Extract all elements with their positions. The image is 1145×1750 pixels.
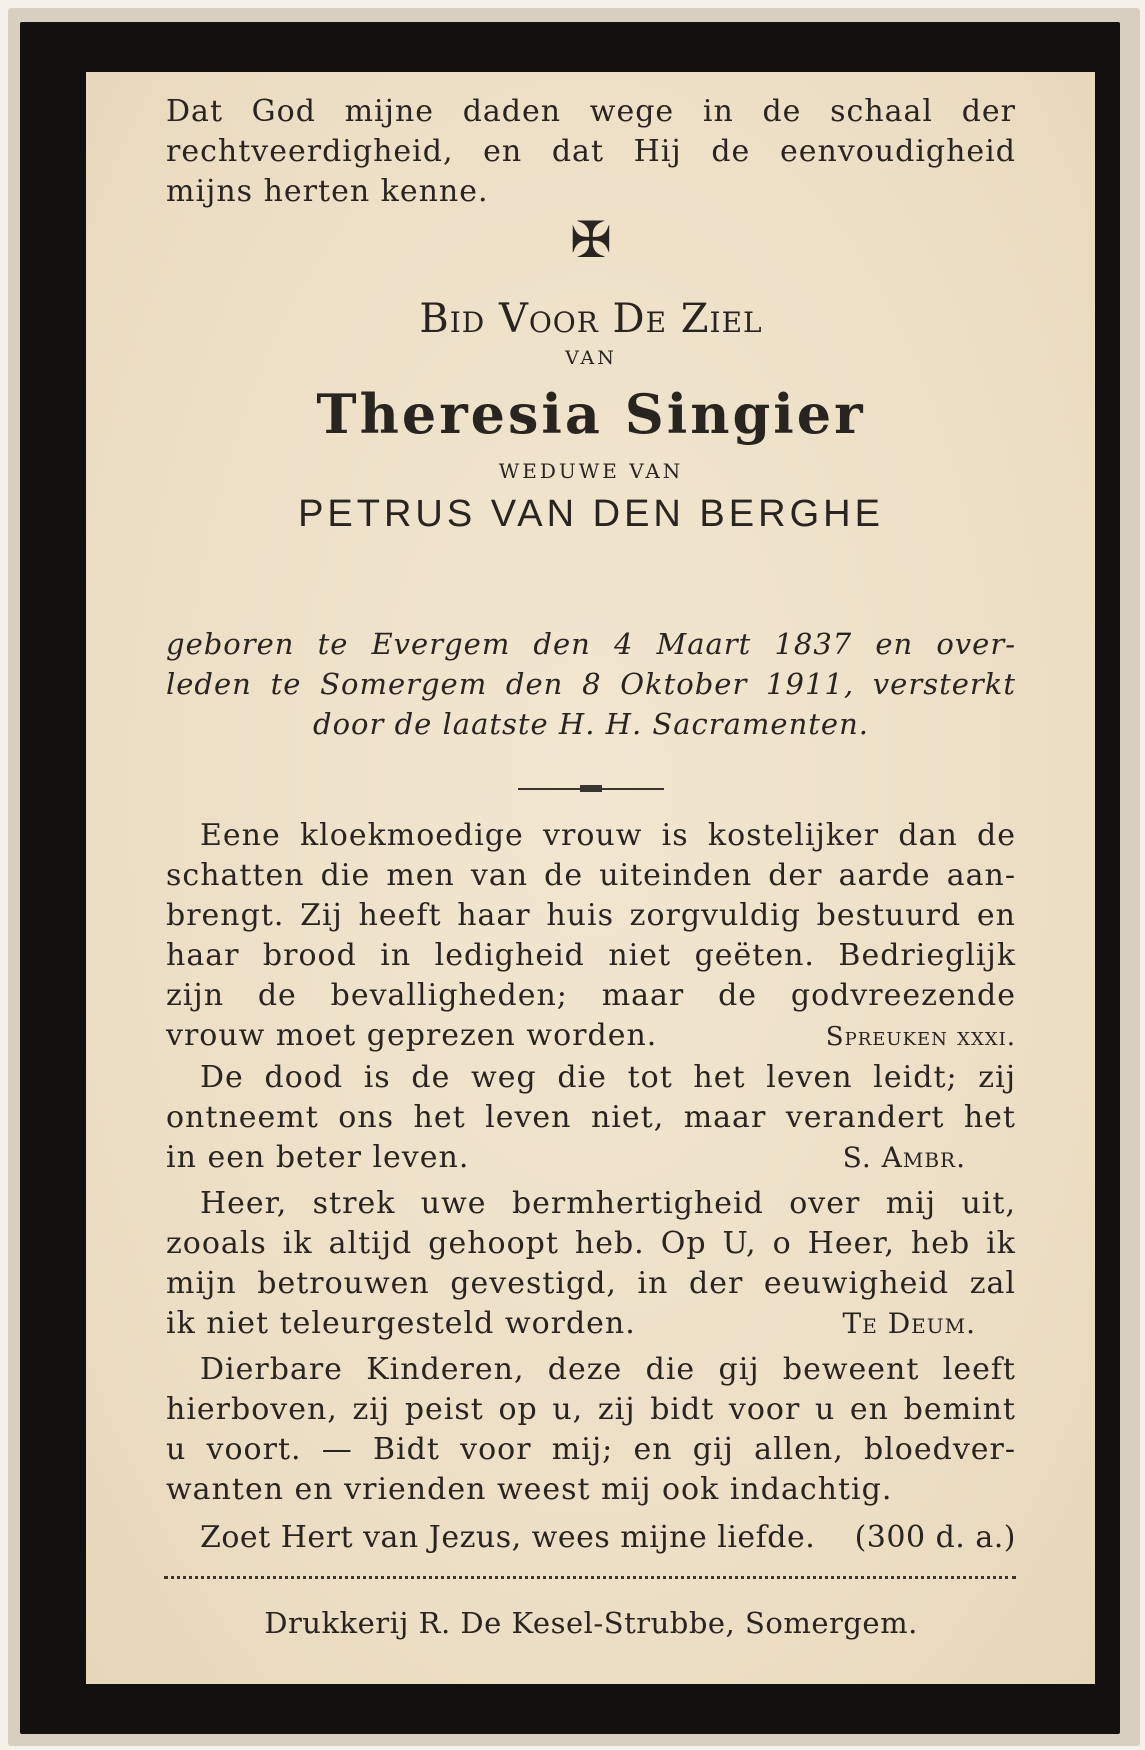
cross-icon: ✠ [570, 211, 612, 269]
memorial-card [86, 72, 1095, 1684]
quote-source: Spreuken xxxi. [825, 1022, 1016, 1052]
farewell-line: hierboven, zij peist op u, zij bidt voor u en bemint [166, 1392, 1016, 1427]
farewell-message [166, 1350, 1016, 1510]
quote-ambrose [166, 1058, 1016, 1178]
prayer-text: Zoet Hert van Jezus, wees mijne liefde. [200, 1520, 816, 1555]
prayer-line [166, 1518, 1016, 1558]
bio-line: geboren te Evergem den 4 Maart 1837 en over- [166, 627, 1016, 661]
biography [166, 624, 1016, 744]
farewell-line: wanten en vrienden weest mij ook indachtig. [166, 1472, 893, 1507]
quote-line: zooals ik altijd gehoopt heb. Op U, o Heer, heb ik [166, 1226, 1016, 1261]
quote-text: ik niet teleurgesteld worden. [166, 1306, 636, 1341]
prayer-heading: Bid Voor De Ziel [419, 296, 763, 342]
quote-proverbs [166, 816, 1016, 1057]
quote-line: De dood is de weg die tot het leven leidt; zij [200, 1060, 1016, 1095]
quote-source: S. Ambr. [842, 1141, 966, 1174]
quote-line: haar brood in ledigheid niet geëten. Bedrieglijk [166, 938, 1016, 973]
quote-line: mijn betrouwen gevestigd, in der eeuwigheid zal [166, 1266, 1016, 1301]
quote-text: in een beter leven. [166, 1140, 470, 1175]
header [166, 296, 1016, 538]
widow-of-label: WEDUWE VAN [498, 459, 684, 483]
farewell-line: Dierbare Kinderen, deze die gij beweent leeft [200, 1352, 1016, 1387]
quote-last-line [166, 1304, 1016, 1344]
quote-source: Te Deum. [842, 1307, 976, 1340]
quote-last-line [166, 1138, 1016, 1178]
quote-line: Heer, strek uwe bermhertigheid over mij uit, [200, 1186, 1016, 1221]
farewell-line: u voort. — Bidt voor mij; en gij allen, bloedver- [166, 1432, 1016, 1467]
quote-line: brengt. Zij heeft haar huis zorgvuldig bestuurd en [166, 898, 1016, 933]
epigraph-line: mijns herten kenne. [166, 174, 489, 209]
bio-line: leden te Somergem den 8 Oktober 1911, versterkt [166, 667, 1016, 701]
quote-line: zijn de bevalligheden; maar de godvreezende [166, 978, 1016, 1013]
dotted-divider [164, 1576, 1016, 1579]
quote-te-deum [166, 1184, 1016, 1344]
quote-last-line [166, 1016, 1016, 1057]
spouse-name: PETRUS VAN DEN BERGHE [298, 493, 884, 535]
printer-credit: Drukkerij R. De Kesel-Strubbe, Somergem. [264, 1606, 918, 1640]
van-label: VAN [565, 347, 617, 369]
epigraph-line: rechtveerdigheid, en dat Hij de eenvoudigheid [166, 134, 1016, 169]
bio-line: door de laatste H. H. Sacramenten. [313, 707, 869, 741]
quote-line: schatten die men van de uiteinden der aarde aan- [166, 858, 1016, 893]
quote-text: vrouw moet geprezen worden. [166, 1018, 658, 1053]
deceased-name: Theresia Singier [316, 382, 866, 446]
card-backing [8, 8, 1140, 1746]
divider-ornament [580, 785, 602, 792]
epigraph-line: Dat God mijne daden wege in de schaal der [166, 94, 1016, 129]
indulgence: (300 d. a.) [854, 1520, 1016, 1555]
quote-line: Eene kloekmoedige vrouw is kostelijker dan de [200, 818, 1016, 853]
epigraph [166, 92, 1016, 212]
mourning-border [20, 22, 1120, 1734]
quote-line: ontneemt ons het leven niet, maar verandert het [166, 1100, 1016, 1135]
